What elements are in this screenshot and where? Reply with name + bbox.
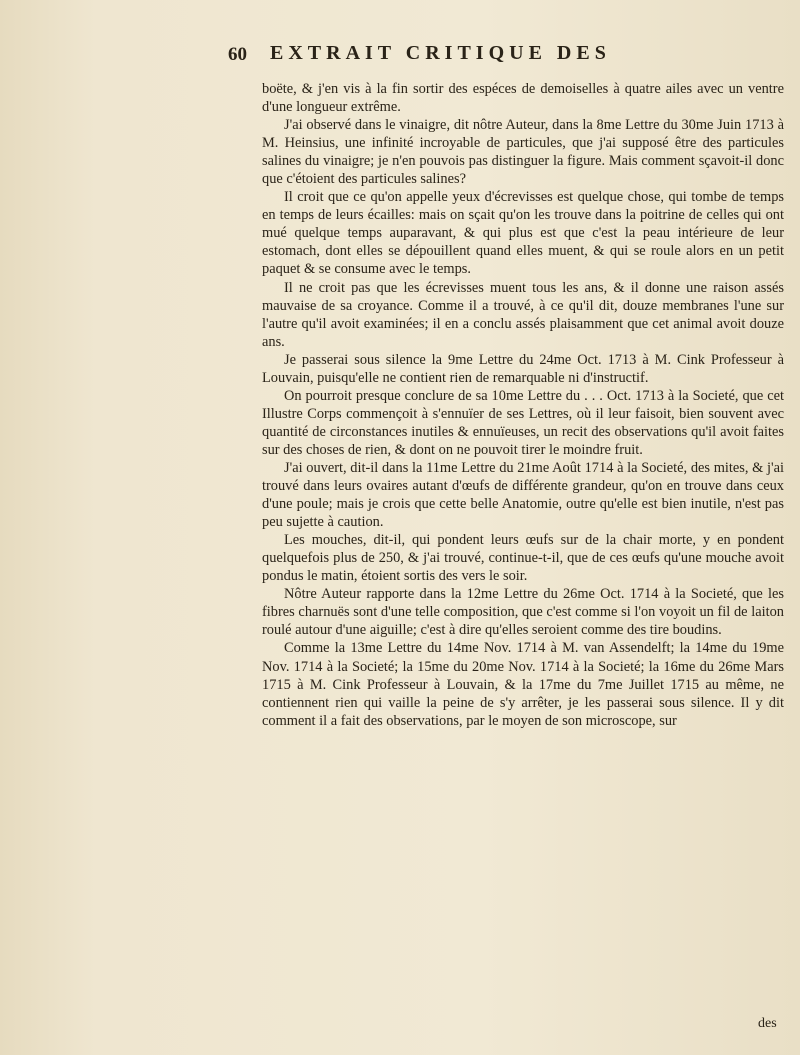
paragraph: Je passerai sous silence la 9me Lettre du 24me Oct. 1713 à M. Cink Professeur à Louvain, puisqu'elle ne contient rien de remarquable ni d'instructif.: [262, 351, 784, 386]
paragraph: Nôtre Auteur rapporte dans la 12me Lettre du 26me Oct. 1714 à la Societé, que les fibres charnuës sont d'une telle composition, que c'est comme si l'on voyoit un fil de laiton roulé autour d'une aiguille; c'est à dire qu'elles seroient comme des tire boudins.: [262, 586, 784, 639]
paragraph: boëte, & j'en vis à la fin sortir des espéces de demoiselles à quatre ailes avec un ventre d'une longueur extrême.: [262, 81, 784, 116]
paragraph: Il croit que ce qu'on appelle yeux d'écrevisses est quelque chose, qui tombe de temps en temps de leurs écailles: mais on sçait qu'on les trouve dans la poitrine de celles qui ont mué quelque temps auparavant, & qui plus est que c'est la peau intérieure de leur estomach, dont elles se dépouillent quand elles muent, & qui se roule alors en un petit paquet & se consume avec le temps.: [262, 189, 784, 278]
paragraph: Comme la 13me Lettre du 14me Nov. 1714 à M. van Assendelft; la 14me du 19me Nov. 1714 à la Societé; la 15me du 20me Nov. 1714 à la Societé; la 16me du 26me Mars 1715 à M. Cink Professeur à Louvain, & la 17me du 7me Juillet 1715 au même, ne contiennent rien qui vaille la peine de s'y arrêter, je les passerai sous silence. Il y dit comment il a fait des observations, par le moyen de son microscope, sur: [262, 640, 784, 729]
body-text: [262, 80, 784, 730]
running-title: EXTRAIT CRITIQUE DES: [270, 42, 611, 64]
page-number: 60: [228, 44, 247, 65]
catchword: des: [758, 1016, 777, 1031]
paragraph: On pourroit presque conclure de sa 10me Lettre du . . . Oct. 1713 à la Societé, que cet Illustre Corps commençoit à s'ennuïer de ses Lettres, où il leur faisoit, bien souvent avec quantité de circonstances inutiles & ennuïeuses, un recit des observations qu'il avoit faites sur des choses de rien, & dont on ne pouvoit tirer le moindre fruit.: [262, 387, 784, 458]
paragraph: Les mouches, dit-il, qui pondent leurs œufs sur de la chair morte, y en pondent quelquefois plus de 250, & j'ai trouvé, continue-t-il, que de ces œufs qu'une mouche avoit pondus le matin, étoient sortis des vers le soir.: [262, 532, 784, 585]
page-header: [228, 40, 760, 80]
paragraph: Il ne croit pas que les écrevisses muent tous les ans, & il donne une raison assés mauvaise de sa croyance. Comme il a trouvé, à ce qu'il dit, douze membranes l'une sur l'autre qu'il avoit examinées; il en a conclu assés plaisamment que cet animal avoit douze ans.: [262, 279, 784, 350]
paragraph: J'ai observé dans le vinaigre, dit nôtre Auteur, dans la 8me Lettre du 30me Juin 1713 à M. Heinsius, une infinité incroyable de particules, que j'ai supposé être des particules salines du vinaigre; je n'en pouvois pas distinguer la figure. Mais comment sçavoit-il donc que c'étoient des particules salines?: [262, 117, 784, 188]
paragraph: J'ai ouvert, dit-il dans la 11me Lettre du 21me Août 1714 à la Societé, des mites, & j'ai trouvé dans leurs ovaires autant d'œufs de différente grandeur, qu'on en trouve dans ceux d'une poule; mais je crois que cette belle Anatomie, outre qu'elle est bien inutile, n'est pas peu sujette à caution.: [262, 459, 784, 531]
